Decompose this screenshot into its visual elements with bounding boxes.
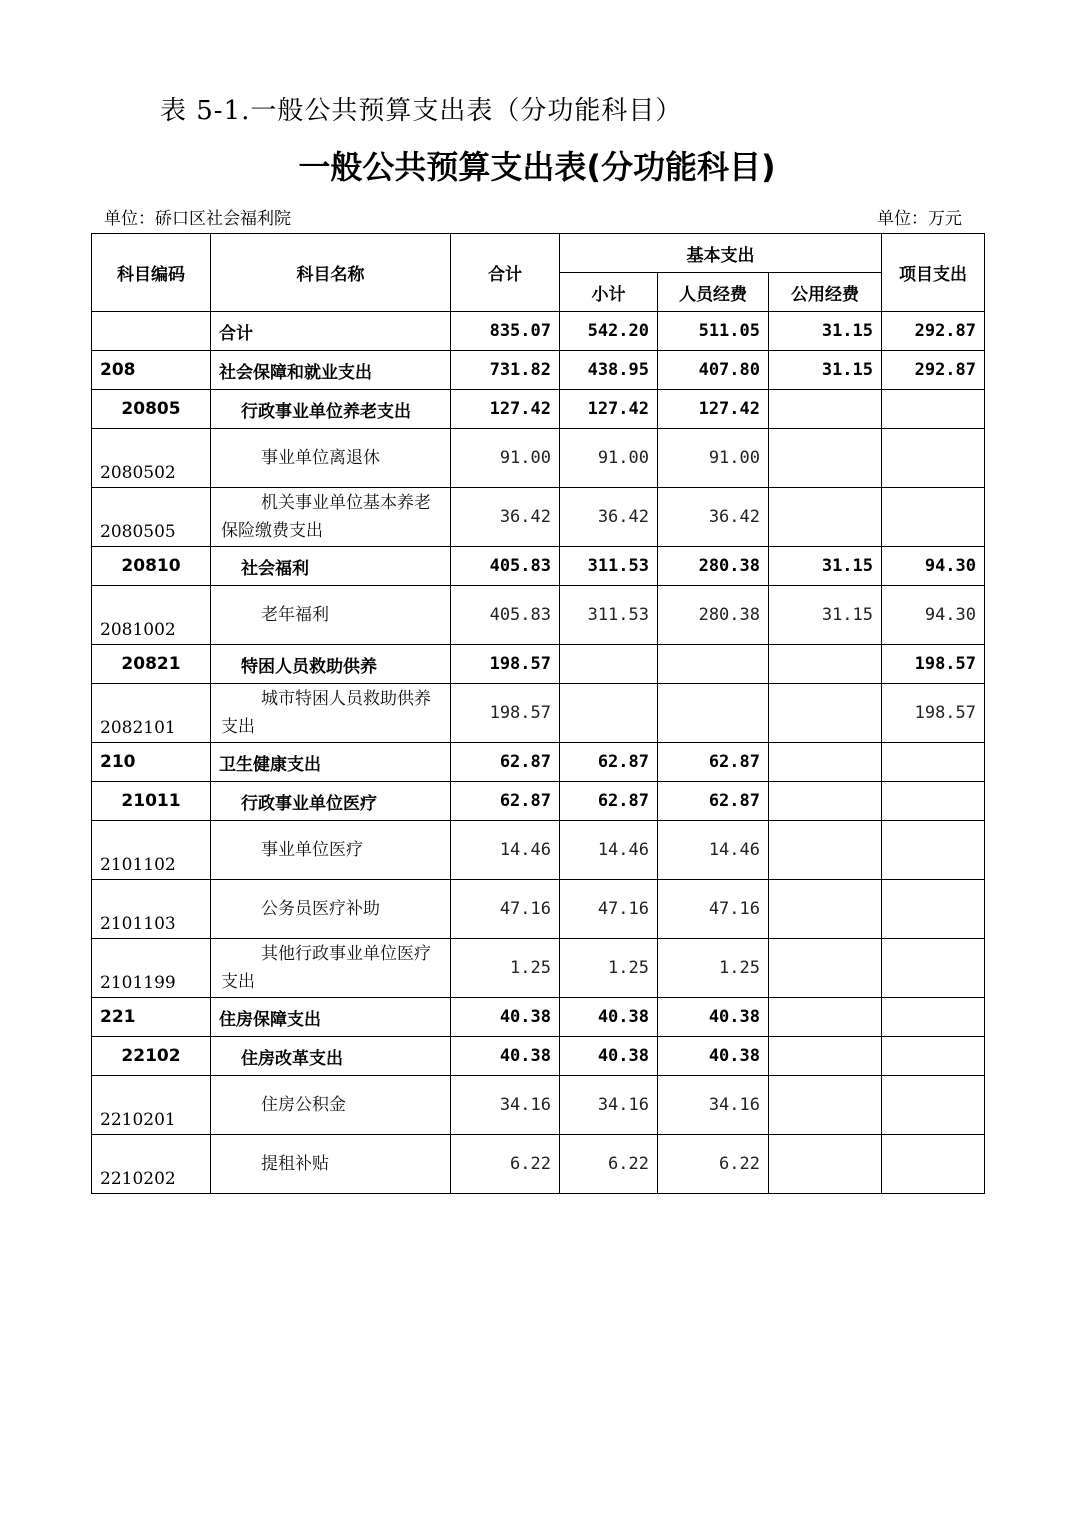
cell-name-text: 合计 (219, 323, 253, 344)
cell-public (769, 743, 882, 782)
cell-total: 36.42 (451, 488, 560, 547)
cell-code (92, 312, 211, 351)
cell-subtotal (560, 684, 658, 743)
cell-name (211, 645, 451, 684)
unit-organization: 单位：硚口区社会福利院 (104, 209, 291, 229)
cell-public: 31.15 (769, 547, 882, 586)
cell-name (211, 821, 451, 880)
cell-code: 20810 (92, 547, 211, 586)
cell-code: 2101103 (92, 880, 211, 939)
cell-project: 94.30 (882, 547, 985, 586)
cell-personnel: 14.46 (658, 821, 769, 880)
cell-total: 40.38 (451, 1037, 560, 1076)
header-total: 合计 (451, 234, 560, 312)
table-caption: 表 5-1.一般公共预算支出表（分功能科目） (160, 96, 683, 126)
cell-personnel: 280.38 (658, 586, 769, 645)
cell-personnel: 280.38 (658, 547, 769, 586)
cell-public (769, 821, 882, 880)
cell-total: 835.07 (451, 312, 560, 351)
cell-public (769, 488, 882, 547)
cell-name (211, 684, 451, 743)
cell-total: 731.82 (451, 351, 560, 390)
cell-name-text: 公务员医疗补助 (261, 899, 380, 919)
cell-personnel: 62.87 (658, 743, 769, 782)
cell-project: 292.87 (882, 312, 985, 351)
cell-name (211, 998, 451, 1037)
cell-subtotal: 1.25 (560, 939, 658, 998)
cell-project (882, 821, 985, 880)
cell-personnel: 127.42 (658, 390, 769, 429)
cell-project (882, 1135, 985, 1194)
cell-name-text: 社会保障和就业支出 (219, 362, 372, 383)
cell-personnel: 511.05 (658, 312, 769, 351)
cell-project: 292.87 (882, 351, 985, 390)
cell-code: 2210202 (92, 1135, 211, 1194)
cell-name (211, 312, 451, 351)
cell-name (211, 351, 451, 390)
cell-public (769, 645, 882, 684)
cell-subtotal: 6.22 (560, 1135, 658, 1194)
cell-name (211, 586, 451, 645)
cell-name-text: 提租补贴 (261, 1154, 329, 1174)
cell-public (769, 684, 882, 743)
cell-code: 2081002 (92, 586, 211, 645)
cell-project (882, 998, 985, 1037)
cell-subtotal: 40.38 (560, 1037, 658, 1076)
table-row (92, 645, 985, 684)
cell-name-text: 事业单位医疗 (261, 840, 363, 860)
table-header (92, 234, 985, 312)
cell-total: 405.83 (451, 547, 560, 586)
cell-public (769, 1076, 882, 1135)
cell-code: 2210201 (92, 1076, 211, 1135)
cell-public: 31.15 (769, 586, 882, 645)
cell-code: 2101102 (92, 821, 211, 880)
cell-public (769, 939, 882, 998)
cell-personnel: 34.16 (658, 1076, 769, 1135)
cell-total: 91.00 (451, 429, 560, 488)
cell-name-text: 城市特困人员救助供养支出 (221, 689, 431, 737)
cell-personnel: 40.38 (658, 998, 769, 1037)
cell-project (882, 743, 985, 782)
cell-subtotal: 36.42 (560, 488, 658, 547)
cell-code: 210 (92, 743, 211, 782)
cell-personnel: 40.38 (658, 1037, 769, 1076)
header-project: 项目支出 (882, 234, 985, 312)
cell-public (769, 782, 882, 821)
cell-personnel (658, 645, 769, 684)
cell-subtotal: 127.42 (560, 390, 658, 429)
cell-subtotal: 542.20 (560, 312, 658, 351)
cell-total: 62.87 (451, 743, 560, 782)
cell-project (882, 1076, 985, 1135)
cell-total: 34.16 (451, 1076, 560, 1135)
cell-name-text: 机关事业单位基本养老保险缴费支出 (221, 493, 431, 541)
cell-name (211, 429, 451, 488)
cell-personnel: 6.22 (658, 1135, 769, 1194)
cell-project: 198.57 (882, 684, 985, 743)
cell-personnel: 407.80 (658, 351, 769, 390)
cell-name (211, 1135, 451, 1194)
cell-personnel: 91.00 (658, 429, 769, 488)
cell-name-text: 特困人员救助供养 (241, 656, 377, 677)
table-row (92, 586, 985, 645)
cell-name (211, 488, 451, 547)
table-row (92, 312, 985, 351)
cell-project (882, 939, 985, 998)
cell-code: 20805 (92, 390, 211, 429)
cell-name (211, 1037, 451, 1076)
cell-total: 405.83 (451, 586, 560, 645)
cell-name-text: 卫生健康支出 (219, 754, 321, 775)
table-row (92, 429, 985, 488)
cell-name (211, 1076, 451, 1135)
cell-public (769, 1135, 882, 1194)
cell-public (769, 390, 882, 429)
cell-public (769, 1037, 882, 1076)
cell-public (769, 880, 882, 939)
cell-project (882, 880, 985, 939)
table-row (92, 939, 985, 998)
header-code: 科目编码 (92, 234, 211, 312)
table-row (92, 351, 985, 390)
cell-total: 1.25 (451, 939, 560, 998)
cell-name (211, 547, 451, 586)
cell-personnel: 1.25 (658, 939, 769, 998)
cell-total: 40.38 (451, 998, 560, 1037)
cell-total: 127.42 (451, 390, 560, 429)
cell-total: 47.16 (451, 880, 560, 939)
cell-name-text: 社会福利 (241, 558, 309, 579)
cell-project: 198.57 (882, 645, 985, 684)
cell-name-text: 住房保障支出 (219, 1009, 321, 1030)
cell-project (882, 390, 985, 429)
table-row (92, 684, 985, 743)
header-name: 科目名称 (211, 234, 451, 312)
cell-subtotal: 14.46 (560, 821, 658, 880)
cell-project (882, 429, 985, 488)
cell-public (769, 429, 882, 488)
cell-name-text: 老年福利 (261, 605, 329, 625)
cell-public (769, 998, 882, 1037)
cell-subtotal: 40.38 (560, 998, 658, 1037)
cell-code: 221 (92, 998, 211, 1037)
cell-project (882, 782, 985, 821)
cell-subtotal: 311.53 (560, 547, 658, 586)
cell-total: 62.87 (451, 782, 560, 821)
cell-subtotal: 438.95 (560, 351, 658, 390)
cell-code: 20821 (92, 645, 211, 684)
cell-personnel: 36.42 (658, 488, 769, 547)
cell-code: 208 (92, 351, 211, 390)
cell-subtotal: 311.53 (560, 586, 658, 645)
cell-personnel: 47.16 (658, 880, 769, 939)
cell-name (211, 939, 451, 998)
table-row (92, 998, 985, 1037)
cell-code: 21011 (92, 782, 211, 821)
cell-code: 2082101 (92, 684, 211, 743)
cell-public: 31.15 (769, 351, 882, 390)
cell-code: 2101199 (92, 939, 211, 998)
table-row (92, 821, 985, 880)
page-title: 一般公共预算支出表(分功能科目) (298, 148, 776, 186)
table-row (92, 743, 985, 782)
table-row (92, 488, 985, 547)
cell-total: 14.46 (451, 821, 560, 880)
cell-subtotal: 34.16 (560, 1076, 658, 1135)
header-subtotal: 小计 (560, 273, 658, 312)
table-row (92, 782, 985, 821)
table-row (92, 1037, 985, 1076)
cell-name-text: 住房公积金 (261, 1095, 346, 1115)
cell-public: 31.15 (769, 312, 882, 351)
cell-subtotal: 47.16 (560, 880, 658, 939)
cell-name (211, 880, 451, 939)
cell-name-text: 其他行政事业单位医疗支出 (221, 944, 431, 992)
header-personnel: 人员经费 (658, 273, 769, 312)
cell-project: 94.30 (882, 586, 985, 645)
cell-name-text: 行政事业单位养老支出 (241, 401, 411, 422)
cell-project (882, 1037, 985, 1076)
header-public: 公用经费 (769, 273, 882, 312)
cell-personnel: 62.87 (658, 782, 769, 821)
cell-code: 2080505 (92, 488, 211, 547)
header-basic: 基本支出 (560, 234, 882, 273)
cell-subtotal: 62.87 (560, 782, 658, 821)
unit-currency: 单位：万元 (877, 209, 962, 229)
cell-total: 198.57 (451, 684, 560, 743)
cell-name-text: 行政事业单位医疗 (241, 793, 377, 814)
table-row (92, 1135, 985, 1194)
expenditure-table (91, 233, 985, 1194)
cell-subtotal (560, 645, 658, 684)
cell-project (882, 488, 985, 547)
cell-personnel (658, 684, 769, 743)
table-row (92, 390, 985, 429)
cell-name (211, 782, 451, 821)
cell-name (211, 390, 451, 429)
cell-code: 22102 (92, 1037, 211, 1076)
table-row (92, 880, 985, 939)
cell-name (211, 743, 451, 782)
table-row (92, 547, 985, 586)
table-body (92, 312, 985, 1194)
cell-subtotal: 62.87 (560, 743, 658, 782)
cell-subtotal: 91.00 (560, 429, 658, 488)
cell-total: 6.22 (451, 1135, 560, 1194)
cell-code: 2080502 (92, 429, 211, 488)
cell-total: 198.57 (451, 645, 560, 684)
cell-name-text: 住房改革支出 (241, 1048, 343, 1069)
cell-name-text: 事业单位离退休 (261, 448, 380, 468)
table-row (92, 1076, 985, 1135)
